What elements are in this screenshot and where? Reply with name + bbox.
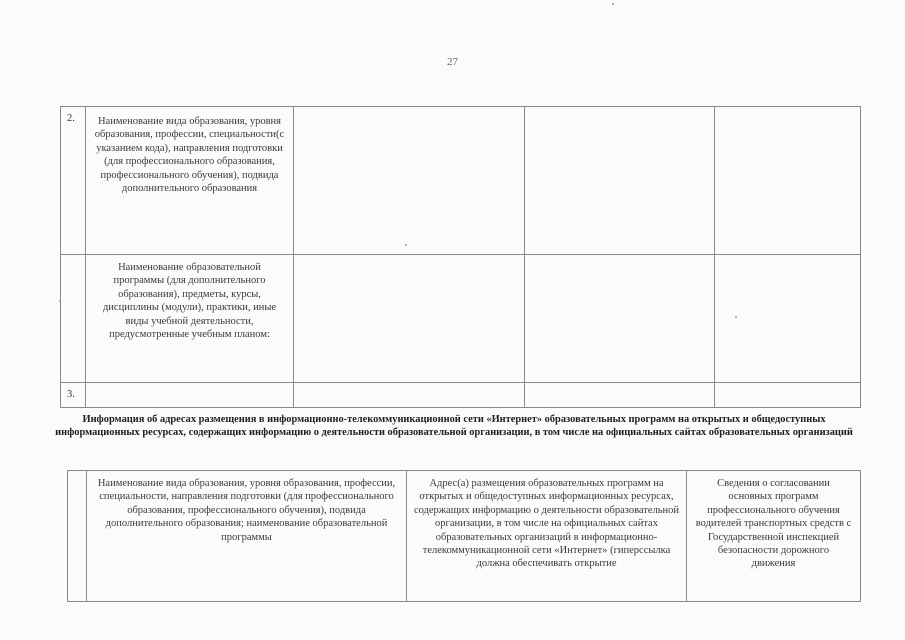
header-label: Адрес(а) размещения образовательных программ на открытых и общедоступных информационных ресурсах, содержащих информацию о деятельности образовательной организации, в том числе на официальных сайтах образовательных организаций в информационно-телекоммуникационной сети «Интернет» (гиперссылка должна обеспечивать открытие — [413, 478, 680, 570]
empty-cell — [294, 107, 525, 255]
scan-speck — [59, 300, 61, 302]
row-label-cell — [86, 107, 294, 255]
row-number — [61, 255, 85, 261]
table-row — [61, 107, 861, 255]
row-number: 3. — [67, 389, 75, 400]
header-cell — [87, 471, 407, 602]
empty-cell — [294, 255, 525, 383]
header-cell — [407, 471, 687, 602]
scan-speck — [612, 3, 614, 5]
empty-cell — [715, 107, 861, 255]
empty-cell — [525, 383, 715, 408]
row-label-cell — [86, 255, 294, 383]
empty-cell — [715, 255, 861, 383]
internet-addresses-table — [67, 470, 861, 602]
empty-cell — [525, 107, 715, 255]
header-row — [68, 471, 861, 602]
programs-table — [60, 106, 861, 408]
header-cell — [68, 471, 87, 602]
row-number-cell — [61, 107, 86, 255]
header-label: Наименование вида образования, уровня образования, профессии, специальности, направления подготовки (для профессионального образования, профессионального обучения), подвида дополнительного образования; наименование образовательной программы — [97, 478, 396, 543]
scan-speck — [735, 316, 737, 318]
row-number-cell — [61, 255, 86, 383]
row-label: Наименование вида образования, уровня образования, профессии, специальности(с указанием кода), направления подготовки (для профессионального образования, профессионального обучения), подвида дополнительного образования — [94, 116, 285, 195]
row-label: Наименование образовательной программы (для дополнительного образования), предметы, курсы, дисциплины (модули), практики, иные виды учебной деятельности, предусмотренные учебным планом: — [102, 262, 277, 341]
empty-cell — [715, 383, 861, 408]
page-number: 27 — [447, 56, 458, 68]
row-label-cell — [86, 383, 294, 408]
table-row — [61, 383, 861, 408]
empty-cell — [525, 255, 715, 383]
section-heading: Информация об адресах размещения в информационно-телекоммуникационной сети «Интернет» образовательных программ на открытых и общедоступных информационных ресурсах, содержащих информацию о деятельности образовательной организации, в том числе на официальных сайтах образовательных организаций — [55, 414, 853, 439]
scan-speck — [405, 244, 407, 246]
table-row — [61, 255, 861, 383]
empty-cell — [294, 383, 525, 408]
header-label: Сведения о согласовании основных программ профессионального обучения водителей транспортных средств с Государственной инспекцией безопасности дорожного движения — [695, 478, 852, 570]
row-number-cell — [61, 383, 86, 408]
header-cell — [687, 471, 861, 602]
row-number: 2. — [67, 113, 75, 124]
